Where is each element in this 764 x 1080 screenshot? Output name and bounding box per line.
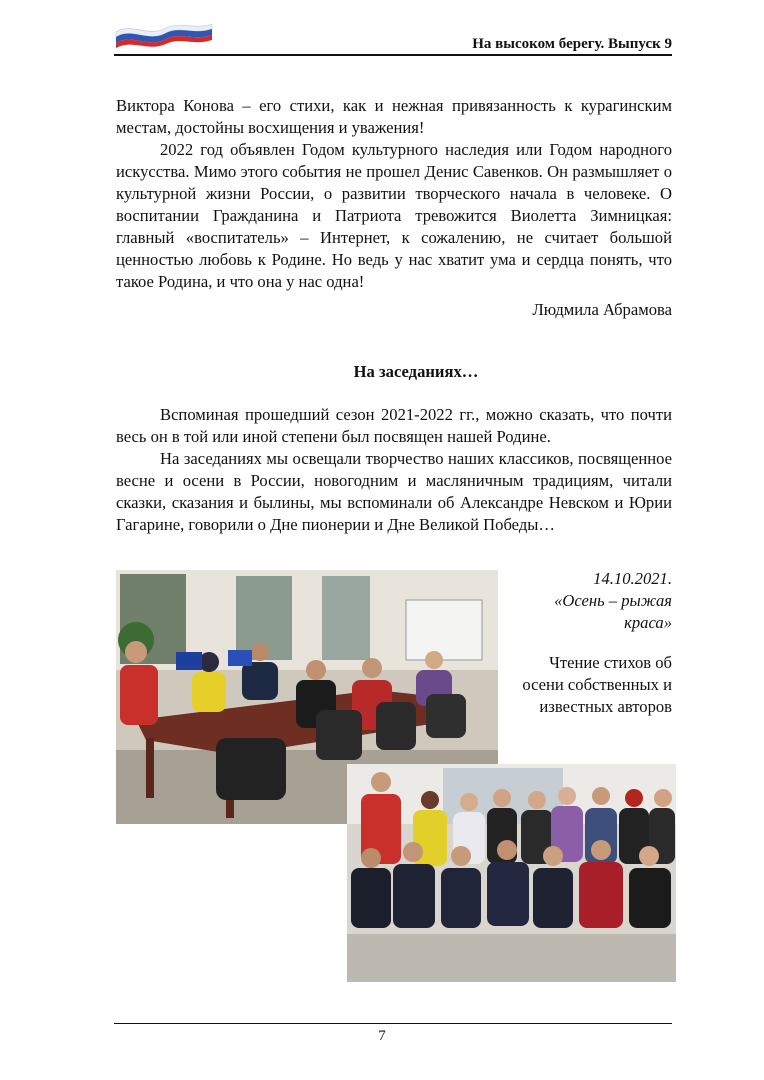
running-header-title: На высоком берегу. Выпуск 9 xyxy=(472,36,672,52)
caption-desc-line-3: известных авторов xyxy=(539,697,672,716)
caption-desc-line-2: осени собственных и xyxy=(522,675,672,694)
russian-flag-ribbon-icon xyxy=(114,18,214,52)
author-signature: Людмила Абрамова xyxy=(532,300,672,319)
caption-desc-line-1: Чтение стихов об xyxy=(549,653,672,672)
photo-caption-date xyxy=(554,568,672,634)
section-paragraph-2: На заседаниях мы освещали творчество наших классиков, посвященное весне и осени в России, новогодним и масляничным традициям, читали сказки, сказания и былины, мы вспоминали об Александре Невском и Юрии Гагарине, говорили о Дне пионерии и Дне Великой Победы… xyxy=(116,449,672,534)
caption-title-line-1: «Осень – рыжая xyxy=(554,591,672,610)
page-number: 7 xyxy=(378,1028,386,1044)
intro-paragraph-2: 2022 год объявлен Годом культурного наследия или Годом народного искусства. Мимо этого события не прошел Денис Савенков. Он размышляет о культурной жизни России, о развитии творческого начала в человеке. О воспитании Гражданина и Патриота тревожится Виолетта Зимницкая: главный «воспитатель» – Интернет, к сожалению, не считает большой ценностью любовь к Родине. Но ведь у нас хватит ума и сердца понять, что такое Родина, и что она у нас одна! xyxy=(116,140,672,291)
caption-date: 14.10.2021. xyxy=(593,569,672,588)
footer-divider xyxy=(114,1023,672,1024)
caption-title-line-2: краса» xyxy=(624,613,672,632)
header-divider xyxy=(114,54,672,56)
section-paragraph-1: Вспоминая прошедший сезон 2021-2022 гг., можно сказать, что почти весь он в той или иной степени был посвящен нашей Родине. xyxy=(116,405,672,446)
intro-paragraph-1: Виктора Конова – его стихи, как и нежная привязанность к курагинским местам, достойны восхищения и уважения! xyxy=(116,96,672,137)
section-title: На заседаниях… xyxy=(353,362,479,381)
photo-caption-description xyxy=(522,652,672,718)
group-photo xyxy=(347,764,676,982)
section-text xyxy=(116,404,672,536)
intro-text xyxy=(116,95,672,293)
